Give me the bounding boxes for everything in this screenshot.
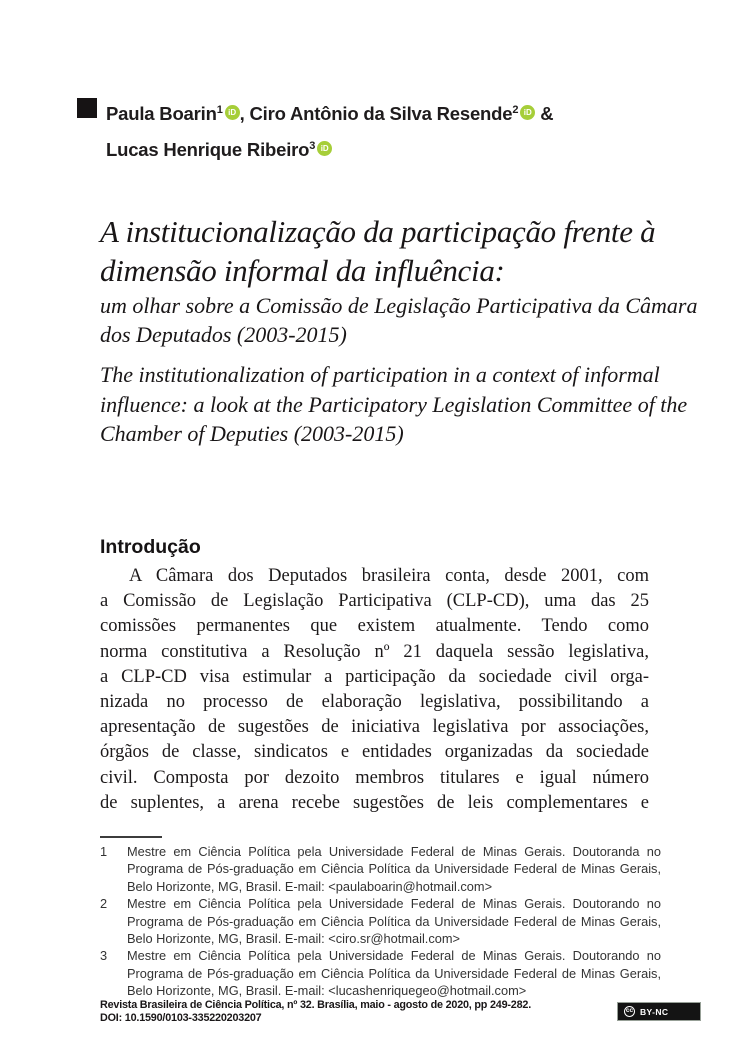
journal-citation: Revista Brasileira de Ciência Política, nº 32. Brasília, maio - agosto de 2020, pp 249-282. bbox=[100, 999, 532, 1011]
author-footnote-ref: 3 bbox=[309, 140, 316, 152]
title-en-line: influence: a look at the Participatory Legislation Committee of the bbox=[100, 391, 688, 417]
footnote-number: 1 bbox=[100, 844, 108, 859]
author-separator: & bbox=[535, 103, 554, 124]
body-line: a CLP-CD visa estimular a participação da sociedade civil orga- bbox=[100, 666, 649, 687]
author-row bbox=[106, 130, 553, 166]
author-separator: , bbox=[239, 103, 250, 124]
author-name: Paula Boarin bbox=[106, 103, 217, 124]
orcid-icon: iD bbox=[520, 105, 535, 120]
footnote-text: Mestre em Ciência Política pela Universidade Federal de Minas Gerais. Doutoranda no Programa de Pós-graduação em Ciência Política da Universidade Federal de Minas Gerais, Belo Horizonte, MG, Brasil. E-mail: <paulaboarin@hotmail.com> bbox=[127, 844, 661, 894]
creative-commons-icon: cc bbox=[624, 1006, 635, 1017]
subtitle-line: dos Deputados (2003-2015) bbox=[100, 321, 347, 347]
article-subtitle-pt bbox=[100, 292, 710, 349]
title-line: dimensão informal da influência: bbox=[100, 253, 505, 288]
author-name: Lucas Henrique Ribeiro bbox=[106, 139, 310, 160]
orcid-icon: iD bbox=[225, 105, 240, 120]
author-footnote-ref: 1 bbox=[216, 104, 223, 116]
cc-by-nc-badge bbox=[617, 1002, 701, 1021]
footnote-number: 2 bbox=[100, 896, 108, 912]
footnote-item bbox=[100, 895, 661, 947]
section-heading-introducao: Introdução bbox=[100, 536, 201, 558]
footnote-text: Mestre em Ciência Política pela Universidade Federal de Minas Gerais. Doutorando no Programa de Pós-graduação em Ciência Política da Universidade Federal de Minas Gerais, Belo Horizonte, MG, Brasil. E-mail: <ciro.sr@hotmail.com> bbox=[127, 896, 661, 947]
body-line: a Comissão de Legislação Participativa (CLP-CD), uma das 25 bbox=[100, 591, 649, 612]
license-label: BY-NC bbox=[640, 1006, 669, 1017]
title-line: A institucionalização da participação frente à bbox=[100, 214, 656, 249]
footnote-number: 3 bbox=[100, 948, 108, 964]
subtitle-line: um olhar sobre a Comissão de Legislação Participativa da Câmara bbox=[100, 293, 698, 318]
section-bullet-icon bbox=[77, 98, 97, 118]
author-line bbox=[106, 94, 553, 166]
body-line: de suplentes, a arena recebe sugestões de leis complementares e bbox=[100, 792, 649, 813]
orcid-icon: iD bbox=[317, 141, 332, 156]
title-en-line: Chamber of Deputies (2003-2015) bbox=[100, 421, 404, 446]
footnote-item bbox=[100, 947, 661, 999]
doi-line: DOI: 10.1590/0103-335220203207 bbox=[100, 1011, 262, 1024]
footnotes-list bbox=[100, 843, 661, 1000]
footnote-item bbox=[100, 843, 661, 895]
body-line: nizada no processo de elaboração legislativa, possibilitando a bbox=[100, 691, 649, 712]
intro-paragraph bbox=[100, 564, 649, 816]
body-line: comissões permanentes que existem atualmente. Tendo como bbox=[100, 616, 649, 637]
article-title-en bbox=[100, 360, 710, 449]
journal-footer bbox=[100, 999, 531, 1024]
footnote-text: Mestre em Ciência Política pela Universidade Federal de Minas Gerais. Doutorando no Programa de Pós-graduação em Ciência Política da Universidade Federal de Minas Gerais, Belo Horizonte, MG, Brasil. E-mail: <lucashenriquegeo@hotmail.com> bbox=[127, 948, 661, 999]
body-line: norma constitutiva a Resolução nº 21 daquela sessão legislativa, bbox=[100, 641, 649, 662]
author-block bbox=[77, 94, 553, 166]
title-en-line: The institutionalization of participation in a context of informal bbox=[100, 362, 660, 387]
author-row bbox=[106, 94, 553, 130]
body-line: órgãos de classe, sindicatos e entidades organizadas da sociedade bbox=[100, 742, 649, 763]
body-line: civil. Composta por dezoito membros titulares e igual número bbox=[100, 767, 649, 788]
body-line: A Câmara dos Deputados brasileira conta, desde 2001, com bbox=[129, 566, 649, 586]
article-title-pt bbox=[100, 212, 710, 290]
footnote-divider bbox=[100, 836, 162, 838]
body-line: apresentação de sugestões de iniciativa legislativa por associações, bbox=[100, 717, 649, 738]
author-name: Ciro Antônio da Silva Resende bbox=[249, 103, 513, 124]
author-footnote-ref: 2 bbox=[512, 104, 519, 116]
